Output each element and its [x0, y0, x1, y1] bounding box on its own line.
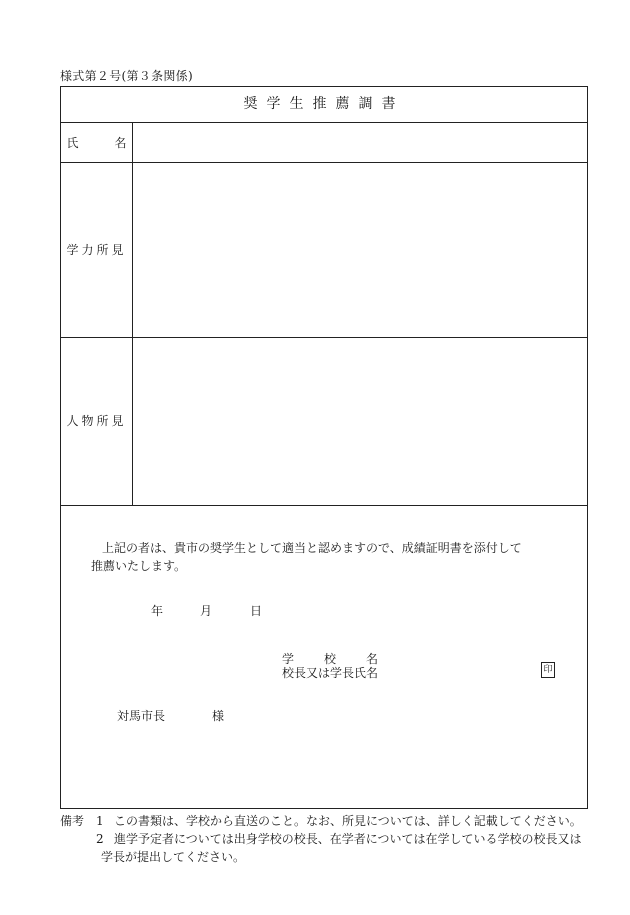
statement-line-2: 推薦いたします。 [91, 559, 187, 573]
divider [61, 122, 587, 123]
notes-heading: 備考 [60, 814, 85, 828]
name-label [61, 123, 132, 163]
school-name-label: 学 校 名 [282, 652, 381, 666]
date-year: 年 [151, 604, 164, 618]
addressee-mayor: 対馬市長 [117, 709, 166, 723]
notes [60, 812, 620, 866]
date-day: 日 [250, 604, 263, 618]
name-label-right: 名 [114, 136, 127, 150]
addressee-honorific: 様 [212, 709, 225, 723]
recommendation-statement [91, 539, 561, 575]
character-label: 人物所見 [66, 414, 127, 428]
date-month: 月 [200, 604, 213, 618]
principal-name-label: 校長又は学長氏名 [282, 666, 379, 680]
divider [61, 162, 587, 163]
divider [61, 337, 587, 338]
divider [61, 505, 587, 506]
note-number: 1 [96, 814, 104, 828]
form-number: 様式第２号(第３条関係) [60, 69, 193, 83]
form-title: 奨学生推薦調書 [243, 96, 405, 112]
seal-mark: 印 [541, 662, 555, 678]
note-item [60, 830, 620, 848]
note-text: 進学予定者については出身学校の校長、在学者については在学している学校の校長又は [114, 832, 582, 846]
label-column-divider [132, 122, 133, 505]
recommendation-form [60, 86, 588, 809]
note-text: 学長が提出してください。 [101, 850, 246, 864]
academic-label: 学力所見 [66, 243, 127, 257]
note-item [60, 812, 620, 830]
note-number: 2 [96, 832, 104, 846]
note-text: この書類は、学校から直送のこと。なお、所見については、詳しく記載してください。 [114, 814, 582, 828]
name-label-left: 氏 [66, 136, 79, 150]
statement-line-1: 上記の者は、貴市の奨学生として適当と認めますので、成績証明書を添付して [102, 541, 522, 555]
note-item-continuation [60, 848, 620, 866]
